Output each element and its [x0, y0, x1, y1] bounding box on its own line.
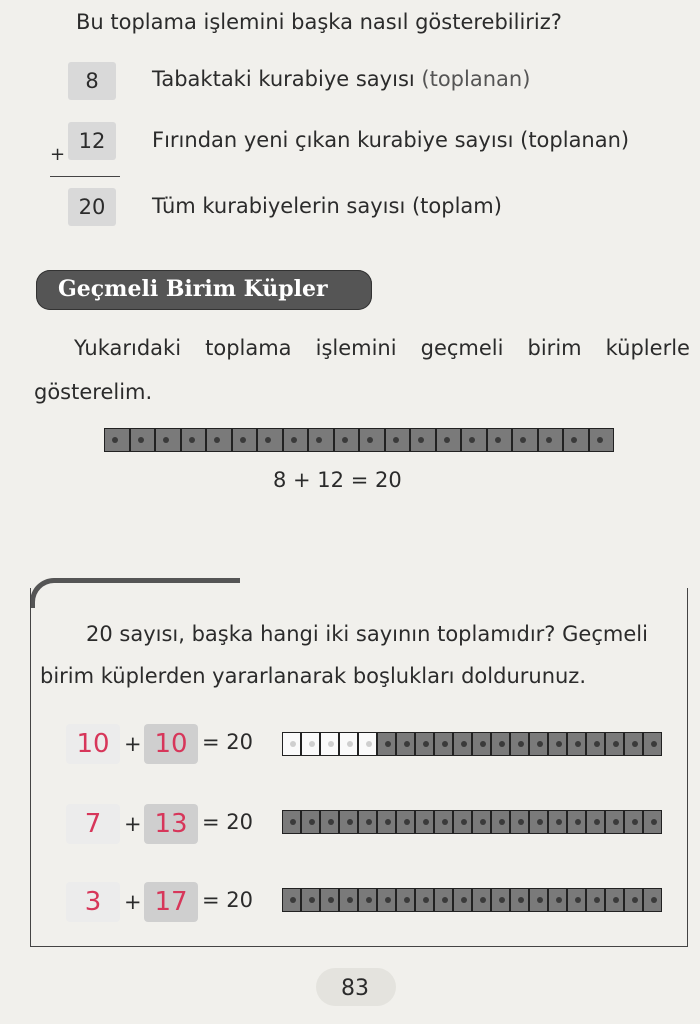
unit-cube: [358, 732, 377, 756]
unit-cube: [308, 428, 334, 452]
unit-cube: [434, 888, 453, 912]
unit-cube: [358, 888, 377, 912]
unit-cube: [586, 732, 605, 756]
unit-cube: [301, 888, 320, 912]
addend-1-box: 8: [68, 62, 116, 100]
unit-cube: [283, 428, 309, 452]
addend-2-label: [152, 128, 629, 152]
section-title: Geçmeli Birim Küpler: [58, 276, 328, 302]
unit-cube: [104, 428, 130, 452]
unit-cube: [487, 428, 513, 452]
para1-word: Yukarıdaki: [74, 336, 182, 360]
unit-cube: [529, 810, 548, 834]
unit-cube: [586, 810, 605, 834]
unit-cube: [567, 810, 586, 834]
answer-3b[interactable]: 17: [144, 882, 198, 922]
unit-cube: [491, 732, 510, 756]
unit-cube: [529, 888, 548, 912]
para1-word: birim: [527, 336, 582, 360]
unit-cube: [282, 888, 301, 912]
unit-cube: [359, 428, 385, 452]
unit-cube: [453, 732, 472, 756]
para1-word: toplama: [205, 336, 292, 360]
exercise-plus: +: [124, 890, 142, 914]
exercise-plus: +: [124, 732, 142, 756]
unit-cube: [643, 732, 662, 756]
unit-cube: [510, 888, 529, 912]
para1-word: işlemini: [315, 336, 397, 360]
unit-cube: [339, 810, 358, 834]
cube-bar-main: [104, 428, 614, 452]
answer-2b[interactable]: 13: [144, 804, 198, 844]
unit-cube: [567, 888, 586, 912]
page-number: 83: [341, 976, 369, 1001]
unit-cube: [453, 810, 472, 834]
unit-cube: [301, 810, 320, 834]
para1-word: geçmeli: [420, 336, 504, 360]
unit-cube: [377, 888, 396, 912]
unit-cube: [385, 428, 411, 452]
unit-cube: [548, 810, 567, 834]
unit-cube: [472, 810, 491, 834]
unit-cube: [301, 732, 320, 756]
unit-cube: [377, 810, 396, 834]
paragraph-1-end: gösterelim.: [34, 380, 153, 404]
unit-cube: [434, 810, 453, 834]
unit-cube: [510, 732, 529, 756]
unit-cube: [415, 888, 434, 912]
cube-bar-exercise-2: [282, 810, 662, 834]
unit-cube: [155, 428, 181, 452]
cube-bar-exercise-1: [282, 732, 662, 756]
paragraph-2: 20 sayısı, başka hangi iki sayının toplamıdır? Geçmeli: [86, 622, 648, 646]
answer-1b[interactable]: 10: [144, 724, 198, 764]
para1-word: küplerle: [605, 336, 690, 360]
unit-cube: [410, 428, 436, 452]
cube-bar-exercise-3: [282, 888, 662, 912]
unit-cube: [453, 888, 472, 912]
unit-cube: [320, 888, 339, 912]
unit-cube: [206, 428, 232, 452]
answer-1a[interactable]: 10: [66, 724, 120, 764]
unit-cube: [396, 732, 415, 756]
plus-sign: +: [50, 144, 66, 165]
addend-2-text: Fırından yeni çıkan kurabiye sayısı: [152, 128, 514, 152]
unit-cube: [643, 810, 662, 834]
unit-cube: [512, 428, 538, 452]
unit-cube: [605, 732, 624, 756]
paragraph-1: [74, 336, 690, 360]
sum-paren: (toplam): [411, 194, 502, 218]
unit-cube: [563, 428, 589, 452]
exercise-equals: = 20: [202, 810, 253, 834]
unit-cube: [282, 810, 301, 834]
addend-1-text: Tabaktaki kurabiye sayısı: [152, 67, 415, 91]
unit-cube: [415, 732, 434, 756]
sum-box: 20: [68, 188, 116, 226]
unit-cube: [510, 810, 529, 834]
unit-cube: [567, 732, 586, 756]
exercise-plus: +: [124, 812, 142, 836]
unit-cube: [472, 888, 491, 912]
unit-cube: [339, 888, 358, 912]
unit-cube: [491, 810, 510, 834]
sum-line: [50, 176, 120, 177]
unit-cube: [472, 732, 491, 756]
section-banner: [36, 270, 372, 310]
question-text: Bu toplama işlemini başka nasıl gösterebiliriz?: [76, 10, 562, 34]
unit-cube: [358, 810, 377, 834]
unit-cube: [181, 428, 207, 452]
addend-1-paren: (toplanan): [421, 67, 531, 91]
unit-cube: [334, 428, 360, 452]
unit-cube: [538, 428, 564, 452]
answer-3a[interactable]: 3: [66, 882, 120, 922]
unit-cube: [130, 428, 156, 452]
unit-cube: [320, 810, 339, 834]
unit-cube: [589, 428, 615, 452]
unit-cube: [396, 810, 415, 834]
exercise-equals: = 20: [202, 888, 253, 912]
unit-cube: [415, 810, 434, 834]
paragraph-2-line2: birim küplerden yararlanarak boşlukları doldurunuz.: [40, 664, 587, 688]
unit-cube: [282, 732, 301, 756]
unit-cube: [396, 888, 415, 912]
unit-cube: [320, 732, 339, 756]
addend-2-paren: (toplanan): [520, 128, 630, 152]
unit-cube: [232, 428, 258, 452]
unit-cube: [605, 888, 624, 912]
equation: 8 + 12 = 20: [273, 468, 402, 492]
unit-cube: [605, 810, 624, 834]
unit-cube: [548, 888, 567, 912]
unit-cube: [257, 428, 283, 452]
unit-cube: [434, 732, 453, 756]
unit-cube: [624, 732, 643, 756]
unit-cube: [491, 888, 510, 912]
unit-cube: [529, 732, 548, 756]
unit-cube: [624, 810, 643, 834]
exercise-equals: = 20: [202, 730, 253, 754]
addend-2-box: 12: [68, 122, 116, 160]
unit-cube: [548, 732, 567, 756]
unit-cube: [461, 428, 487, 452]
unit-cube: [586, 888, 605, 912]
answer-2a[interactable]: 7: [66, 804, 120, 844]
unit-cube: [436, 428, 462, 452]
unit-cube: [624, 888, 643, 912]
unit-cube: [377, 732, 396, 756]
unit-cube: [643, 888, 662, 912]
addend-1-label: [152, 67, 530, 91]
sum-text: Tüm kurabiyelerin sayısı: [152, 194, 406, 218]
sum-label: [152, 194, 502, 218]
unit-cube: [339, 732, 358, 756]
